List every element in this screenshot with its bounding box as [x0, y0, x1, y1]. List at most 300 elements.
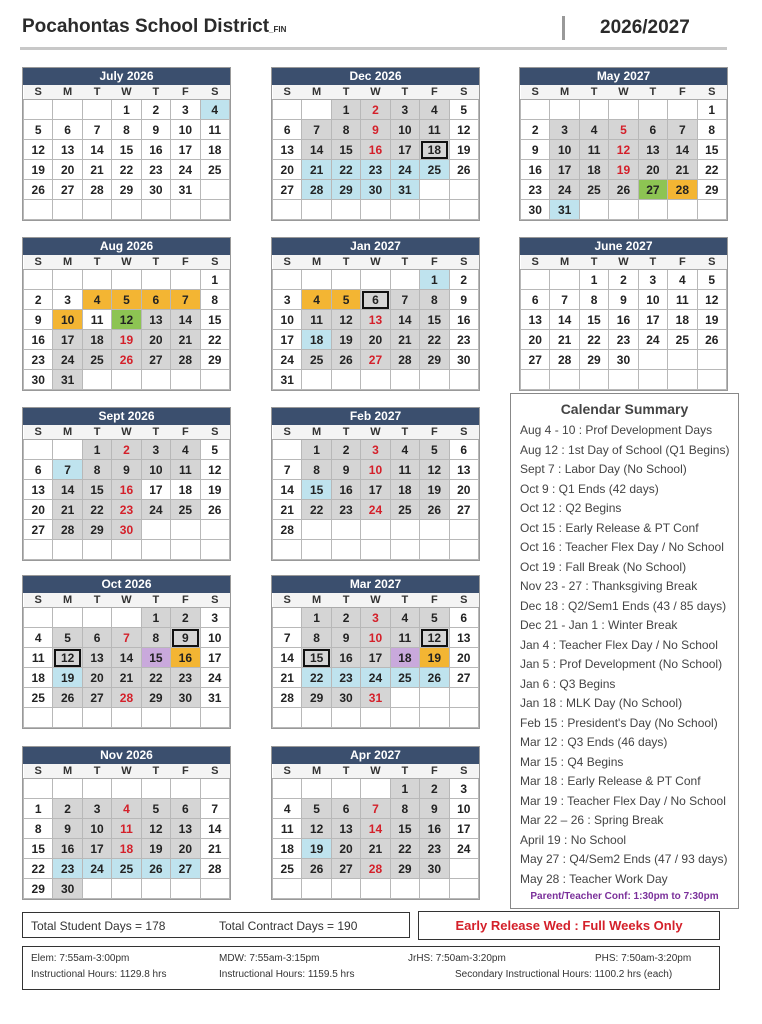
empty-cell — [171, 779, 200, 799]
month-calendar — [271, 67, 480, 221]
week-row — [273, 520, 479, 540]
day-cell: 21 — [302, 160, 331, 180]
day-cell: 1 — [112, 100, 141, 120]
week-row — [24, 688, 230, 708]
weekday-header: S — [24, 255, 53, 270]
day-cell: 22 — [697, 160, 726, 180]
weekday-header: F — [171, 425, 200, 440]
day-cell: 28 — [171, 350, 200, 370]
week-row — [521, 310, 727, 330]
day-cell: 17 — [171, 140, 200, 160]
day-cell: 31 — [361, 688, 390, 708]
day-cell: 22 — [141, 668, 170, 688]
empty-cell — [112, 708, 141, 728]
empty-cell — [449, 879, 478, 899]
day-cell: 29 — [420, 350, 449, 370]
day-cell: 19 — [302, 839, 331, 859]
day-cell: 11 — [390, 628, 419, 648]
empty-cell — [390, 540, 419, 560]
weekday-header: T — [331, 425, 360, 440]
day-cell: 4 — [668, 270, 697, 290]
day-cell: 7 — [302, 120, 331, 140]
day-cell: 9 — [112, 460, 141, 480]
day-cell: 20 — [53, 160, 82, 180]
day-cell: 5 — [53, 628, 82, 648]
empty-cell — [171, 270, 200, 290]
empty-cell — [53, 779, 82, 799]
empty-cell — [171, 879, 200, 899]
day-cell: 4 — [200, 100, 229, 120]
day-cell: 29 — [141, 688, 170, 708]
week-row — [273, 628, 479, 648]
day-cell: 1 — [82, 440, 111, 460]
empty-cell — [390, 270, 419, 290]
day-cell: 11 — [200, 120, 229, 140]
weekday-header: T — [82, 255, 111, 270]
empty-cell — [273, 540, 302, 560]
weekday-header: T — [638, 85, 667, 100]
day-cell: 30 — [420, 859, 449, 879]
day-cell: 24 — [53, 350, 82, 370]
weekday-header: T — [390, 593, 419, 608]
week-row — [521, 330, 727, 350]
empty-cell — [24, 608, 53, 628]
day-cell: 11 — [420, 120, 449, 140]
weekday-header: T — [579, 85, 608, 100]
day-cell: 20 — [638, 160, 667, 180]
empty-cell — [361, 708, 390, 728]
week-row — [24, 460, 230, 480]
week-row — [24, 648, 230, 668]
week-row — [24, 668, 230, 688]
empty-cell — [361, 200, 390, 220]
day-cell: 24 — [273, 350, 302, 370]
day-cell: 21 — [361, 839, 390, 859]
day-cell: 6 — [53, 120, 82, 140]
empty-cell — [420, 370, 449, 390]
week-row — [273, 608, 479, 628]
day-cell: 5 — [141, 799, 170, 819]
week-row — [273, 839, 479, 859]
day-cell: 17 — [638, 310, 667, 330]
summary-item: Dec 21 - Jan 1 : Winter Break — [520, 618, 678, 632]
day-cell: 21 — [273, 668, 302, 688]
weekday-header: S — [449, 255, 478, 270]
day-cell: 11 — [390, 460, 419, 480]
day-cell: 4 — [112, 799, 141, 819]
header-divider — [562, 16, 565, 40]
empty-cell — [141, 270, 170, 290]
day-cell: 8 — [82, 460, 111, 480]
day-cell: 21 — [112, 668, 141, 688]
day-cell: 26 — [420, 668, 449, 688]
day-cell: 9 — [609, 290, 638, 310]
day-cell: 28 — [273, 688, 302, 708]
pt-conf-note: Parent/Teacher Conf: 1:30pm to 7:30pm — [530, 891, 719, 902]
empty-cell — [141, 708, 170, 728]
day-cell: 14 — [302, 140, 331, 160]
day-cell: 15 — [302, 480, 331, 500]
week-row — [24, 500, 230, 520]
week-row — [273, 859, 479, 879]
empty-cell — [82, 708, 111, 728]
week-row — [24, 350, 230, 370]
day-cell: 8 — [302, 628, 331, 648]
week-row — [24, 608, 230, 628]
empty-cell — [361, 370, 390, 390]
weekday-header: W — [361, 593, 390, 608]
day-cell: 13 — [638, 140, 667, 160]
day-cell: 8 — [697, 120, 726, 140]
school-hours-box — [22, 946, 720, 990]
empty-cell — [141, 879, 170, 899]
day-cell: 26 — [420, 500, 449, 520]
weekday-header: F — [420, 255, 449, 270]
calendar-summary — [510, 393, 739, 909]
day-cell: 1 — [200, 270, 229, 290]
weekday-header: M — [53, 425, 82, 440]
month-calendar — [22, 237, 231, 391]
day-cell: 30 — [53, 879, 82, 899]
day-cell: 11 — [273, 819, 302, 839]
empty-cell — [361, 520, 390, 540]
day-cell: 23 — [331, 500, 360, 520]
week-row — [24, 839, 230, 859]
day-cell: 24 — [141, 500, 170, 520]
day-cell: 15 — [579, 310, 608, 330]
empty-cell — [668, 350, 697, 370]
day-cell: 14 — [53, 480, 82, 500]
day-cell: 22 — [24, 859, 53, 879]
day-cell: 30 — [24, 370, 53, 390]
week-row — [273, 440, 479, 460]
day-cell: 16 — [112, 480, 141, 500]
month-title: Sept 2026 — [23, 408, 230, 425]
day-cell: 11 — [579, 140, 608, 160]
day-cell: 18 — [171, 480, 200, 500]
day-cell: 12 — [200, 460, 229, 480]
day-cell: 2 — [24, 290, 53, 310]
empty-cell — [200, 370, 229, 390]
summary-item: Sept 7 : Labor Day (No School) — [520, 462, 687, 476]
empty-cell — [609, 200, 638, 220]
day-cell: 30 — [171, 688, 200, 708]
district-name: Pocahontas School District — [22, 16, 270, 37]
empty-cell — [550, 370, 579, 390]
day-cell: 10 — [82, 819, 111, 839]
empty-cell — [331, 270, 360, 290]
day-cell: 17 — [361, 648, 390, 668]
day-cell: 1 — [141, 608, 170, 628]
day-cell: 17 — [200, 648, 229, 668]
month-title: Dec 2026 — [272, 68, 479, 85]
day-cell: 12 — [53, 648, 82, 668]
day-cell: 29 — [390, 859, 419, 879]
day-cell: 16 — [331, 648, 360, 668]
day-cell: 4 — [390, 440, 419, 460]
day-cell: 2 — [420, 779, 449, 799]
empty-cell — [579, 370, 608, 390]
day-cell: 27 — [638, 180, 667, 200]
day-cell: 1 — [302, 608, 331, 628]
weekday-header: S — [24, 85, 53, 100]
header-rule — [20, 47, 727, 50]
day-cell: 3 — [390, 100, 419, 120]
day-cell: 8 — [141, 628, 170, 648]
month-calendar — [22, 746, 231, 900]
summary-item: April 19 : No School — [520, 832, 627, 847]
day-cell: 27 — [53, 180, 82, 200]
weekday-header: S — [273, 593, 302, 608]
day-cell: 25 — [579, 180, 608, 200]
empty-cell — [609, 100, 638, 120]
weekday-header: S — [449, 85, 478, 100]
day-cell: 16 — [361, 140, 390, 160]
day-cell: 6 — [638, 120, 667, 140]
day-cell: 15 — [697, 140, 726, 160]
week-row — [273, 120, 479, 140]
day-cell: 24 — [550, 180, 579, 200]
empty-cell — [420, 200, 449, 220]
empty-cell — [82, 200, 111, 220]
summary-item: Oct 19 : Fall Break (No School) — [520, 559, 687, 574]
day-cell: 25 — [302, 350, 331, 370]
week-row — [273, 140, 479, 160]
day-cell: 21 — [390, 330, 419, 350]
week-row — [273, 180, 479, 200]
day-cell: 21 — [273, 500, 302, 520]
day-cell: 12 — [302, 819, 331, 839]
week-row — [24, 270, 230, 290]
empty-cell — [302, 708, 331, 728]
empty-cell — [449, 688, 478, 708]
weekday-header: S — [273, 255, 302, 270]
day-cell: 1 — [302, 440, 331, 460]
month-calendar — [271, 746, 480, 900]
month-calendar — [271, 237, 480, 391]
empty-cell — [638, 100, 667, 120]
day-cell: 14 — [200, 819, 229, 839]
day-cell: 16 — [609, 310, 638, 330]
weekday-header: T — [141, 255, 170, 270]
day-cell: 6 — [521, 290, 550, 310]
empty-cell — [420, 520, 449, 540]
month-title: Aug 2026 — [23, 238, 230, 255]
day-cell: 6 — [24, 460, 53, 480]
empty-cell — [53, 440, 82, 460]
empty-cell — [638, 350, 667, 370]
day-cell: 10 — [171, 120, 200, 140]
day-cell: 9 — [449, 290, 478, 310]
summary-item: May 27 : Q4/Sem2 Ends (47 / 93 days) — [520, 852, 728, 866]
weekday-header: S — [521, 85, 550, 100]
day-cell: 7 — [273, 460, 302, 480]
week-row — [521, 100, 727, 120]
weekday-header: W — [361, 85, 390, 100]
day-cell: 7 — [112, 628, 141, 648]
summary-item: Mar 19 : Teacher Flex Day / No School — [520, 793, 726, 808]
weekday-header: T — [638, 255, 667, 270]
day-cell: 13 — [361, 310, 390, 330]
day-cell: 7 — [390, 290, 419, 310]
weekday-header: M — [302, 255, 331, 270]
day-cell: 19 — [331, 330, 360, 350]
week-row — [24, 310, 230, 330]
month-title: June 2027 — [520, 238, 727, 255]
day-cell: 20 — [82, 668, 111, 688]
empty-cell — [331, 520, 360, 540]
empty-cell — [24, 779, 53, 799]
day-cell: 14 — [550, 310, 579, 330]
day-cell: 4 — [273, 799, 302, 819]
week-row — [273, 648, 479, 668]
day-cell: 26 — [302, 859, 331, 879]
day-cell: 26 — [24, 180, 53, 200]
day-cell: 3 — [361, 608, 390, 628]
empty-cell — [668, 200, 697, 220]
day-cell: 17 — [53, 330, 82, 350]
empty-cell — [24, 200, 53, 220]
day-cell: 24 — [361, 668, 390, 688]
weekday-header: S — [200, 255, 229, 270]
day-cell: 18 — [420, 140, 449, 160]
day-cell: 16 — [24, 330, 53, 350]
day-cell: 23 — [449, 330, 478, 350]
day-cell: 26 — [200, 500, 229, 520]
day-cell: 2 — [331, 608, 360, 628]
day-cell: 30 — [521, 200, 550, 220]
day-cell: 27 — [331, 859, 360, 879]
weekday-header: F — [171, 255, 200, 270]
day-cell: 13 — [24, 480, 53, 500]
summary-item: Oct 9 : Q1 Ends (42 days) — [520, 481, 659, 496]
day-cell: 10 — [449, 799, 478, 819]
empty-cell — [302, 270, 331, 290]
weekday-header: W — [112, 85, 141, 100]
day-cell: 21 — [668, 160, 697, 180]
day-cell: 6 — [449, 440, 478, 460]
day-cell: 13 — [82, 648, 111, 668]
summary-item: Aug 4 - 10 : Prof Development Days — [520, 423, 713, 437]
weekday-header: T — [82, 85, 111, 100]
empty-cell — [24, 100, 53, 120]
week-row — [24, 708, 230, 728]
day-cell: 12 — [24, 140, 53, 160]
empty-cell — [449, 708, 478, 728]
day-cell: 29 — [302, 688, 331, 708]
summary-item: Oct 12 : Q2 Begins — [520, 501, 622, 515]
day-cell: 7 — [200, 799, 229, 819]
week-row — [273, 350, 479, 370]
day-cell: 13 — [449, 460, 478, 480]
week-row — [521, 140, 727, 160]
month-title: Jan 2027 — [272, 238, 479, 255]
day-cell: 24 — [449, 839, 478, 859]
day-cell: 26 — [141, 859, 170, 879]
weekday-header: M — [53, 255, 82, 270]
day-cell: 13 — [331, 819, 360, 839]
empty-cell — [53, 608, 82, 628]
summary-list — [511, 421, 738, 889]
weekday-header: T — [141, 593, 170, 608]
day-cell: 2 — [171, 608, 200, 628]
day-cell: 27 — [521, 350, 550, 370]
jrhs-times: JrHS: 7:50am-3:20pm — [408, 953, 506, 964]
empty-cell — [361, 779, 390, 799]
day-cell: 27 — [82, 688, 111, 708]
weekday-header: F — [420, 85, 449, 100]
empty-cell — [24, 270, 53, 290]
empty-cell — [331, 540, 360, 560]
empty-cell — [82, 270, 111, 290]
day-cell: 3 — [449, 779, 478, 799]
day-cell: 30 — [609, 350, 638, 370]
summary-item: Oct 16 : Teacher Flex Day / No School — [520, 540, 724, 554]
day-cell: 14 — [390, 310, 419, 330]
weekday-header: S — [24, 764, 53, 779]
day-cell: 16 — [171, 648, 200, 668]
weekday-header: M — [53, 593, 82, 608]
weekday-header: T — [390, 255, 419, 270]
day-cell: 9 — [24, 310, 53, 330]
empty-cell — [579, 100, 608, 120]
day-cell: 4 — [579, 120, 608, 140]
day-cell: 10 — [638, 290, 667, 310]
month-title: Feb 2027 — [272, 408, 479, 425]
week-row — [24, 370, 230, 390]
day-cell: 31 — [171, 180, 200, 200]
day-cell: 14 — [668, 140, 697, 160]
empty-cell — [302, 540, 331, 560]
empty-cell — [361, 879, 390, 899]
week-row — [521, 180, 727, 200]
empty-cell — [302, 879, 331, 899]
day-cell: 3 — [53, 290, 82, 310]
empty-cell — [141, 200, 170, 220]
day-cell: 12 — [420, 628, 449, 648]
day-cell: 22 — [200, 330, 229, 350]
day-cell: 20 — [331, 839, 360, 859]
day-cell: 3 — [273, 290, 302, 310]
day-cell: 2 — [53, 799, 82, 819]
empty-cell — [420, 688, 449, 708]
day-cell: 27 — [273, 180, 302, 200]
day-cell: 29 — [331, 180, 360, 200]
weekday-header: F — [668, 255, 697, 270]
week-row — [24, 859, 230, 879]
day-cell: 10 — [390, 120, 419, 140]
summary-item: Dec 18 : Q2/Sem1 Ends (43 / 85 days) — [520, 598, 727, 613]
week-row — [273, 668, 479, 688]
empty-cell — [579, 200, 608, 220]
empty-cell — [171, 370, 200, 390]
day-cell: 6 — [273, 120, 302, 140]
phs-times: PHS: 7:50am-3:20pm — [595, 953, 692, 964]
day-cell: 24 — [200, 668, 229, 688]
empty-cell — [112, 540, 141, 560]
day-cell: 21 — [550, 330, 579, 350]
weekday-header: S — [24, 593, 53, 608]
empty-cell — [668, 370, 697, 390]
day-cell: 2 — [521, 120, 550, 140]
day-cell: 23 — [361, 160, 390, 180]
day-cell: 12 — [112, 310, 141, 330]
day-cell: 24 — [82, 859, 111, 879]
day-cell: 20 — [24, 500, 53, 520]
school-year: 2026/2027 — [600, 17, 690, 38]
day-cell: 18 — [112, 839, 141, 859]
empty-cell — [273, 200, 302, 220]
